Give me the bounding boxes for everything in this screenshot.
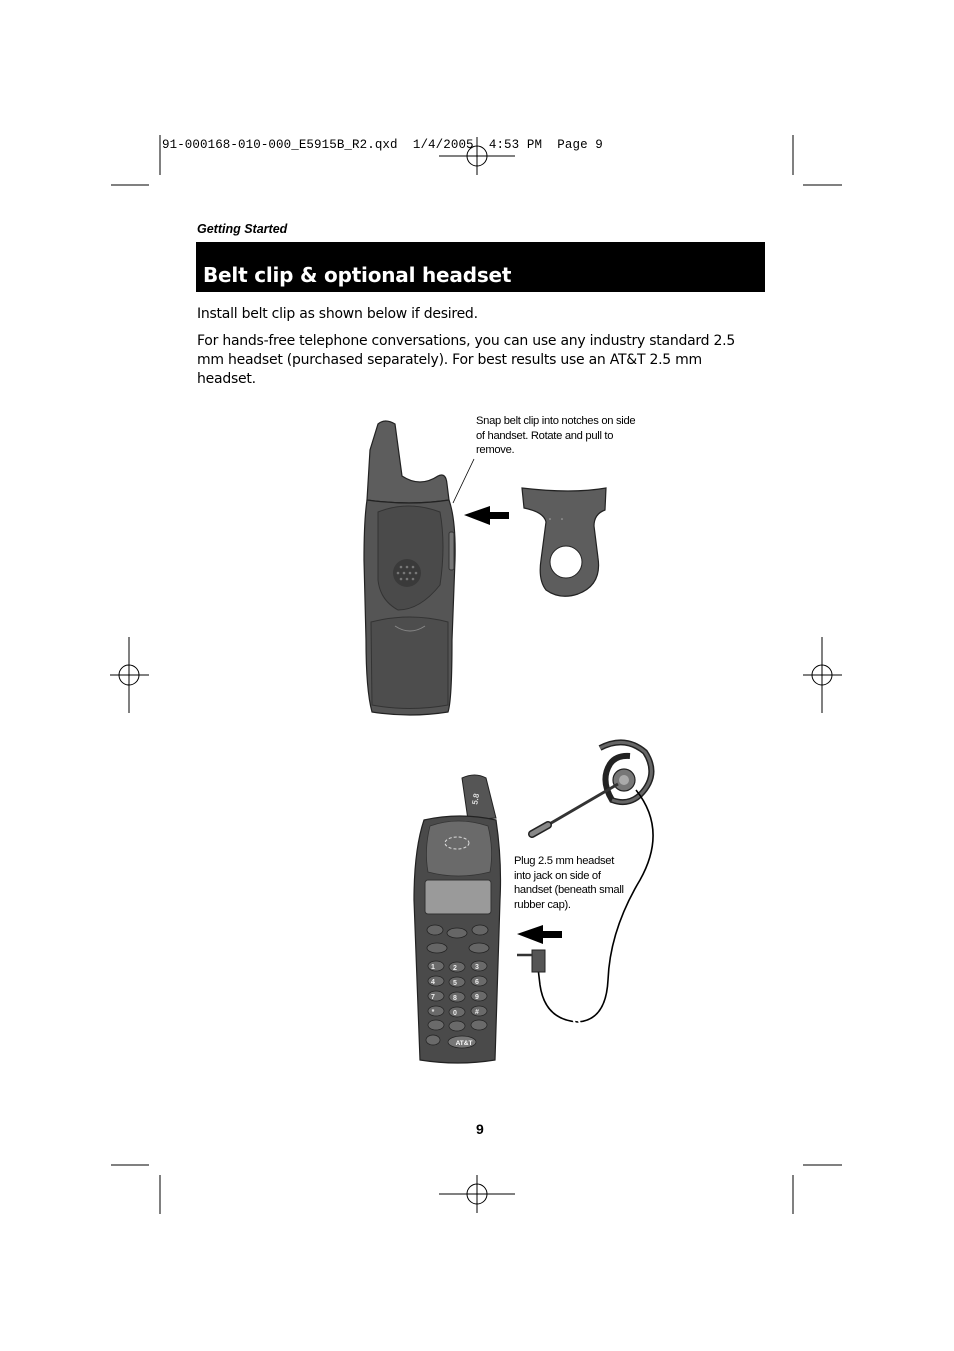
svg-text:*: * bbox=[431, 1009, 435, 1016]
belt-clip-callout: Snap belt clip into notches on side of handset. Rotate and pull to remove. bbox=[476, 415, 636, 456]
paragraph-headset: For hands-free telephone conversations, you can use any industry standard 2.5 mm headset (purchased separately). For best results use an AT&T 2.5 mm headset. bbox=[197, 333, 736, 387]
svg-text:4: 4 bbox=[431, 979, 435, 986]
headset-callout: Plug 2.5 mm headset into jack on side of handset (beneath small rubber cap). bbox=[514, 855, 624, 911]
svg-text:0: 0 bbox=[453, 1010, 457, 1017]
svg-text:8: 8 bbox=[453, 995, 457, 1002]
paragraph-belt-clip: Install belt clip as shown below if desired. bbox=[197, 306, 478, 322]
svg-text:2: 2 bbox=[453, 965, 457, 972]
svg-text:9: 9 bbox=[475, 994, 479, 1001]
svg-text:1: 1 bbox=[431, 964, 435, 971]
section-label: Getting Started bbox=[197, 222, 288, 236]
svg-text:#: # bbox=[475, 1009, 479, 1016]
page-number: 9 bbox=[476, 1121, 484, 1137]
svg-text:7: 7 bbox=[431, 994, 435, 1001]
model-mark: 5.8 bbox=[470, 792, 482, 806]
file-slug: 91-000168-010-000_E5915B_R2.qxd 1/4/2005 4:53 PM Page 9 bbox=[162, 138, 603, 152]
brand-logo: AT&T bbox=[455, 1040, 473, 1047]
svg-text:5: 5 bbox=[453, 980, 457, 987]
svg-text:3: 3 bbox=[475, 964, 479, 971]
page-title: Belt clip & optional headset bbox=[203, 263, 512, 287]
svg-text:6: 6 bbox=[475, 979, 479, 986]
